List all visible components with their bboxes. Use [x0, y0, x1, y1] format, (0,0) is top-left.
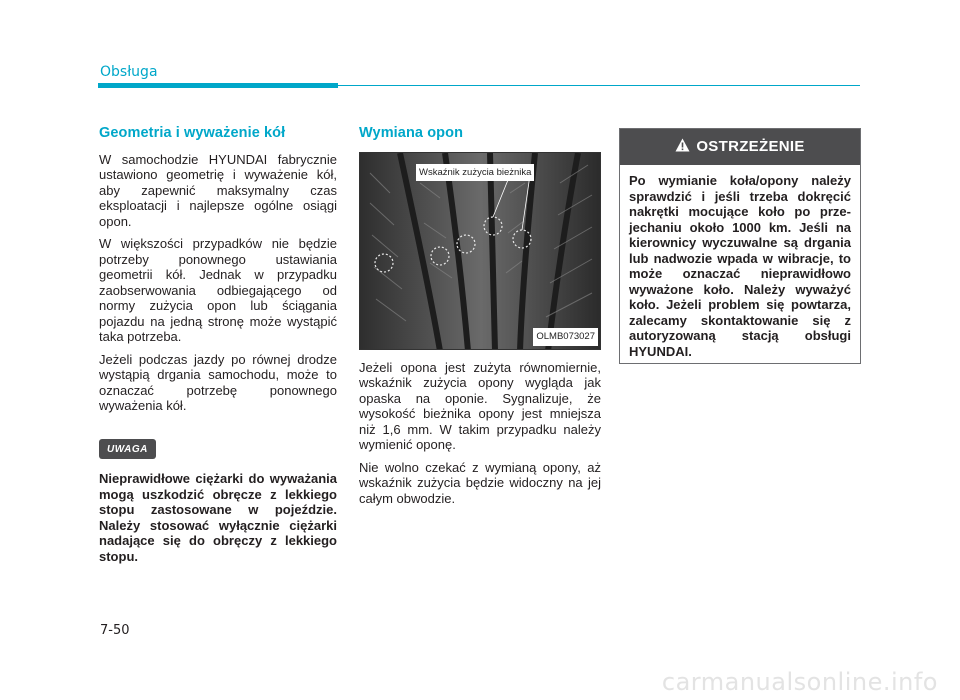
warning-header — [620, 129, 860, 165]
warning-text: Po wymianie koła/opony należy sprawdzić i jeśli trzeba dokręcić nakrętki mocujące koło po przejechaniu około 1000 km. Jeśli na kierownicy wyczuwalne są drgania lub nadwozie wpada w wibracje, to może oznaczać nieprawidłowo wyważone koło. Należy wyważyć koło. Jeżeli problem się powtarza, zalecamy skontaktowanie się z autoryzowaną stacją obsługi HYUNDAI. — [629, 173, 851, 359]
heading-tire-replacement: Wymiana opon — [359, 125, 464, 141]
section-label: Obsługa — [100, 64, 158, 80]
watermark: carmanualsonline.info — [661, 668, 938, 696]
warning-title: OSTRZEŻENIE — [696, 138, 805, 156]
column-wheel-alignment — [99, 126, 337, 564]
heading-wheel-alignment: Geometria i wyważenie kół — [99, 125, 286, 141]
notice-text: Nieprawidłowe ciężarki do wyważania mogą uszkodzić obręcze z lekkiego stopu zastosowane w pojeździe. Należy stosować wyłącznie ciężarki nadające się do obręczy z lekkiego stopu. — [99, 471, 337, 564]
figure-label: Wskaźnik zużycia bieżnika — [416, 164, 534, 182]
notice-badge: UWAGA — [99, 439, 156, 460]
figure-code: OLMB073027 — [533, 328, 598, 346]
column-warning — [619, 128, 861, 364]
column-tire-replacement — [359, 126, 601, 513]
header-rule-thick — [98, 83, 338, 88]
warning-box — [619, 128, 861, 364]
header-rule-thin — [338, 85, 860, 86]
warning-triangle-icon — [675, 138, 690, 156]
paragraph-5: Nie wolno czekać z wymianą opony, aż wskaźnik zużycia będzie widoczny na jej całym obwodzie. — [359, 459, 601, 506]
tire-tread-photo — [360, 153, 601, 350]
paragraph-4: Jeżeli opona jest zużyta równomiernie, wskaźnik zużycia opony wygląda jak opaska na oponie. Sygnalizuje, że wysokość bieżnika opony jest mniejsza niż 1,6 mm. W takim przypadku należy wymienić oponę. — [359, 359, 601, 452]
paragraph-3: Jeżeli podczas jazdy po równej drodze wystąpią drgania samochodu, może to oznaczać potrzebę ponownego wyważenia kół. — [99, 351, 337, 413]
paragraph-1: W samochodzie HYUNDAI fabrycznie ustawiono geometrię i wyważenie kół, aby zapewnić maksymalny czas eksploatacji i najlepsze ogólne osiągi opon. — [99, 151, 337, 229]
paragraph-2: W większości przypadków nie będzie potrzeby ponownego ustawiania geometrii kół. Jednak w przypadku zaobserwowania odbiegającego od normy zużycia opon lub ściągania pojazdu na jedną stronę może wystąpić taka potrzeba. — [99, 236, 337, 344]
tire-tread-figure — [359, 152, 601, 350]
page-number: 7-50 — [100, 623, 130, 638]
